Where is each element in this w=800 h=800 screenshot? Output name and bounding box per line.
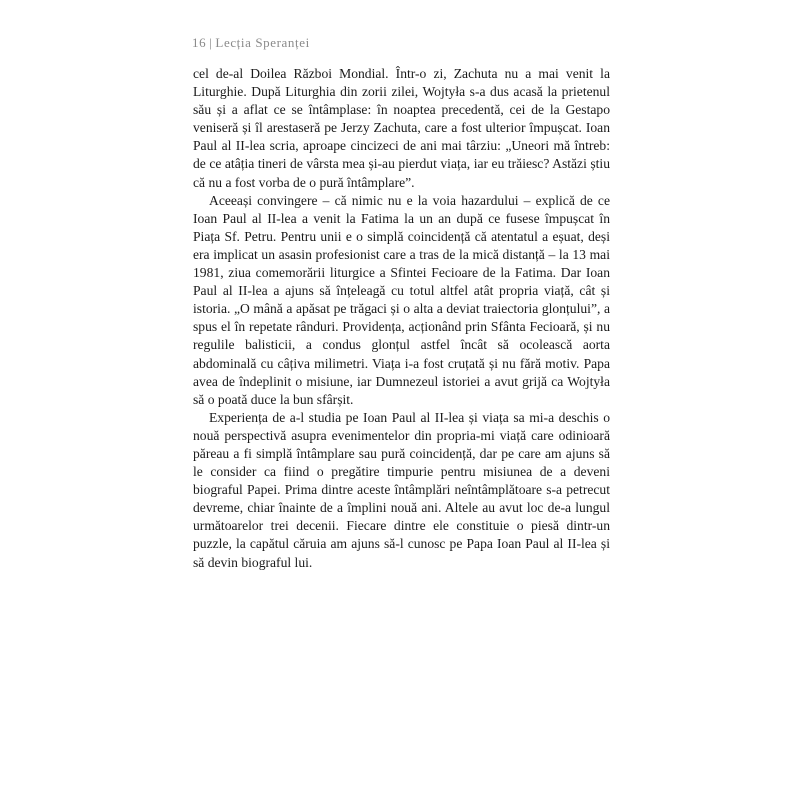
paragraph-continuation: cel de-al Doilea Război Mondial. Într-o zi, Zachuta nu a mai venit la Liturghie. După Liturghia din zorii zilei, Wojtyła s-a dus acasă la prietenul său și a aflat ce se întâmplase: în noaptea precedentă, cei de la Gestapo veniseră și îl arestaseră pe Jerzy Zachuta, care a fost ulterior împușcat. Ioan Paul al II-lea scria, aproape cincizeci de ani mai târziu: „Uneori mă întreb: de ce atâția tineri de vârsta mea și-au pierdut viața, iar eu trăiesc? Astăzi știu că nu a fost vorba de o pură întâmplare”. [193,66,610,190]
header-separator: | [209,35,213,50]
body-text [193,65,610,572]
running-head [192,35,310,51]
paragraph: Aceeași convingere – că nimic nu e la voia hazardului – explică de ce Ioan Paul al II-lea a venit la Fatima la un an după ce fusese împușcat în Piața Sf. Petru. Pentru unii e o simplă coincidență că atentatul a eșuat, deși era implicat un asasin profesionist care a tras de la mică distanță – la 13 mai 1981, ziua comemorării liturgice a Sfintei Fecioare de la Fatima. Dar Ioan Paul al II-lea a ajuns să înțeleagă cu totul altfel atât propria viață, cât și istoria. „O mână a apăsat pe trăgaci și o alta a deviat traiectoria glonțului”, a spus el în repetate rânduri. Providența, acționând prin Sfânta Fecioară, și nu regulile balisticii, a condus glonțul astfel încât să ocolească aorta abdominală cu câțiva milimetri. Viața i-a fost cruțată și nu fără motiv. Papa avea de îndeplinit o misiune, iar Dumnezeul istoriei a avut grijă ca Wojtyła să o poată duce la bun sfârșit. [193,192,610,407]
book-title: Lecția Speranței [215,35,310,50]
paragraph: Experiența de a-l studia pe Ioan Paul al II-lea și viața sa mi-a deschis o nouă perspectivă asupra evenimentelor din propria-mi viață care odinioară păreau a fi simplă întâmplare sau pură coincidență, dar pe care am ajuns să le consider ca fiind o pregătire timpurie pentru misiunea de a deveni biograful Papei. Prima dintre aceste întâmplări neîntâmplătoare s-a petrecut devreme, chiar înainte de a împlini nouă ani. Altele au avut loc de-a lungul următoarelor trei decenii. Fiecare dintre ele constituie o piesă dintr-un puzzle, la capătul căruia am ajuns să-l cunosc pe Papa Ioan Paul al II-lea și să devin biograful lui. [193,409,610,570]
page-number: 16 [192,35,207,50]
